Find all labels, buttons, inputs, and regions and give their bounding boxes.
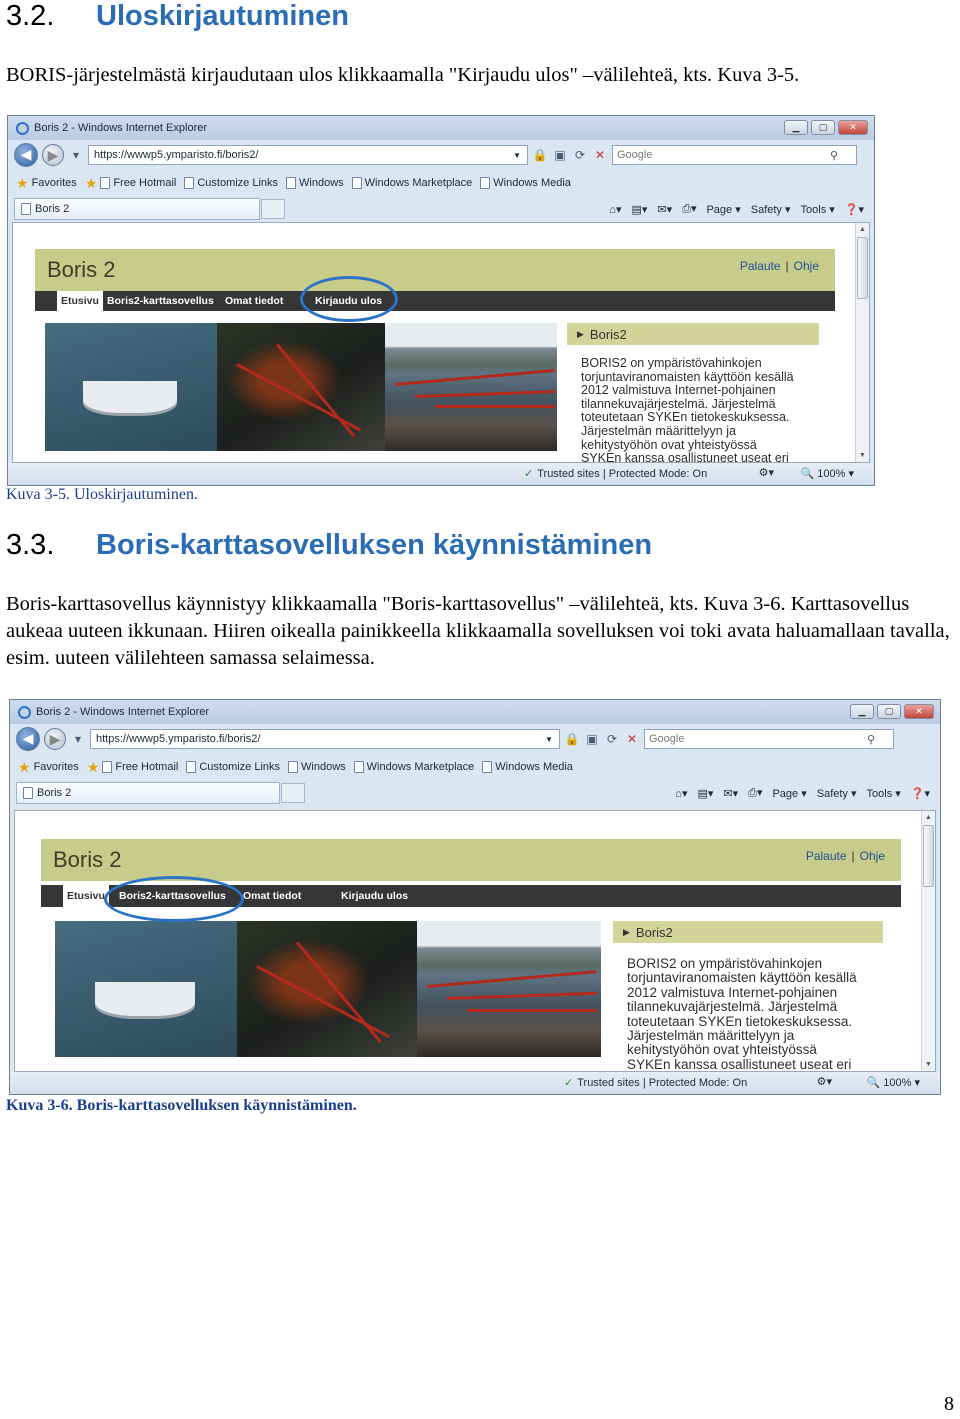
panel-line: torjuntaviranomaisten käyttöön kesällä (627, 970, 857, 986)
star-icon: ★ (16, 174, 29, 191)
command-bar (675, 786, 930, 800)
fav-label: Windows Media (495, 761, 573, 773)
security-zone[interactable] (564, 1076, 747, 1089)
page-content (14, 810, 936, 1072)
vertical-scrollbar[interactable] (921, 811, 935, 1071)
favorites-button[interactable] (18, 759, 79, 776)
page-icon (184, 177, 194, 189)
nav-map-app[interactable]: Boris2-karttasovellus (107, 295, 214, 307)
status-bar (8, 463, 874, 485)
home-icon[interactable]: ⌂▾ (609, 203, 622, 216)
panel-line: SYKEn kanssa osallistuneet useat eri (581, 451, 789, 463)
zoom-level[interactable]: 🔍 100% ▾ (866, 1077, 920, 1089)
feedback-link[interactable]: Palaute (805, 849, 847, 863)
status-text: Trusted sites | Protected Mode: On (537, 467, 708, 480)
scroll-up-icon[interactable]: ▲ (925, 814, 932, 821)
fav-label: Customize Links (197, 177, 279, 189)
panel-line: kehitystyöhön ovat yhteistyössä (581, 437, 757, 452)
panel-line: BORIS2 on ympäristövahinkojen (581, 356, 762, 370)
safety-menu[interactable]: Safety ▾ (750, 203, 791, 216)
paragraph-logout: BORIS-järjestelmästä kirjaudutaan ulos klikkaamalla "Kirjaudu ulos" –välilehteä, kts. Kuva 3-5. (6, 64, 800, 86)
vertical-scrollbar[interactable] (855, 223, 869, 462)
favorites-label: Favorites (33, 761, 79, 773)
forward-icon[interactable]: ▶ (44, 728, 66, 750)
maximize-icon[interactable]: ▢ (811, 120, 835, 135)
favorites-bar (10, 754, 940, 780)
nav-own-info[interactable]: Omat tiedot (243, 890, 302, 902)
info-panel (613, 921, 883, 1072)
paragraph-map-app: Boris-karttasovellus käynnistyy klikkaamalla "Boris-karttasovellus" –välilehteä, kts. Kuva 3-6. Karttasovellus aukeaa uuteen ikkunaan. Hiiren oikealla painikkeella klikkaamalla sovelluksen voi toki avata haluamallaan tavalla, esim. uuteen välilehteen samassa selaimessa. (6, 593, 950, 669)
photo-oil-boom-harbor (417, 921, 601, 1057)
tab-boris2[interactable] (14, 198, 260, 220)
window-titlebar (8, 116, 874, 140)
panel-line: Järjestelmän määrittelyyn ja (581, 423, 736, 438)
photo-oil-recovery-ship (55, 921, 237, 1057)
page-icon (480, 177, 490, 189)
help-icon[interactable]: ❓▾ (910, 787, 930, 800)
compat-view-icon[interactable]: ▣ (586, 732, 598, 746)
forward-icon[interactable]: ▶ (42, 144, 64, 166)
browser-window-screenshot (9, 699, 941, 1095)
boris-site (35, 249, 835, 463)
fav-windows[interactable] (288, 761, 346, 773)
search-input[interactable] (612, 145, 857, 165)
safety-menu-label: Safety (816, 787, 848, 800)
fav-customize-links[interactable] (184, 177, 278, 189)
scroll-down-icon[interactable]: ▼ (925, 1061, 932, 1068)
fav-windows[interactable] (286, 177, 344, 189)
chevron-down-icon[interactable]: ▼ (545, 734, 553, 744)
figure-caption-3-5: Kuva 3-5. Uloskirjautuminen. (6, 486, 198, 503)
settings-icon[interactable]: ⚙▾ (758, 467, 774, 479)
page-icon (352, 177, 362, 189)
feedback-link[interactable]: Palaute (739, 259, 781, 273)
page-menu[interactable]: Page ▾ (772, 787, 807, 800)
panel-line: BORIS2 on ympäristövahinkojen (627, 956, 823, 971)
mail-icon[interactable]: ✉▾ (657, 203, 673, 216)
home-icon[interactable]: ⌂▾ (675, 787, 688, 800)
settings-icon[interactable]: ⚙▾ (816, 1076, 832, 1088)
window-titlebar (10, 700, 940, 724)
nav-home[interactable]: Etusivu (57, 291, 103, 311)
address-row (8, 140, 874, 170)
photo-oil-boom-harbor (385, 323, 557, 451)
panel-line: toteutetaan SYKEn tietokeskuksessa. (627, 1013, 853, 1029)
panel-title: Boris2 (635, 924, 673, 940)
favorites-button[interactable] (16, 175, 77, 192)
fav-customize-links[interactable] (186, 761, 280, 773)
panel-line: Järjestelmän määrittelyyn ja (627, 1028, 795, 1044)
star-icon: ★ (18, 758, 31, 775)
section-heading-3-2 (6, 0, 349, 33)
page-menu-label: Page (706, 203, 733, 216)
fav-label: Windows Marketplace (366, 761, 475, 773)
url-text: https://wwwp5.ymparisto.fi/boris2/ (94, 149, 259, 161)
page-icon (482, 761, 492, 773)
site-title: Boris 2 (47, 257, 116, 282)
section-title: Uloskirjautuminen (96, 0, 349, 32)
info-panel-header (613, 921, 883, 943)
scroll-thumb[interactable] (857, 237, 868, 299)
fav-windows-marketplace[interactable] (354, 761, 475, 773)
fav-label: Windows Media (493, 177, 571, 189)
section-number: 3.3. (6, 529, 55, 561)
page-menu-label: Page (772, 787, 799, 800)
scroll-thumb[interactable] (923, 825, 934, 887)
close-icon[interactable]: ✕ (838, 120, 868, 135)
feeds-icon[interactable]: ▤▾ (631, 203, 648, 216)
lock-icon[interactable]: 🔒 (532, 148, 548, 162)
separator: | (785, 259, 789, 273)
tab-label: Boris 2 (37, 787, 72, 799)
search-provider-label: Google (617, 149, 653, 161)
help-link[interactable]: Ohje (793, 259, 819, 273)
back-icon[interactable]: ◀ (14, 143, 38, 167)
security-zone[interactable] (524, 467, 707, 480)
maximize-icon[interactable]: ▢ (877, 704, 901, 719)
search-icon[interactable]: ⚲ (866, 733, 875, 746)
nav-logout[interactable]: Kirjaudu ulos (341, 890, 409, 902)
panel-line: 2012 valmistuva Internet-pohjainen (627, 984, 838, 1000)
nav-home[interactable]: Etusivu (63, 885, 109, 907)
favorites-bar (8, 170, 874, 196)
add-favorite-icon: ★ (86, 758, 100, 775)
address-bar[interactable] (88, 145, 528, 165)
info-panel-header (567, 323, 819, 345)
triangle-right-icon: ▶ (623, 926, 630, 937)
window-controls (784, 120, 868, 135)
panel-line: torjuntaviranomaisten käyttöön kesällä (581, 369, 794, 384)
page-number: 8 (944, 1393, 954, 1415)
fav-label: Free Hotmail (113, 177, 177, 189)
fav-free-hotmail[interactable] (87, 759, 179, 776)
panel-title: Boris2 (589, 326, 627, 342)
info-panel (567, 323, 819, 463)
page-menu[interactable]: Page ▾ (706, 203, 741, 216)
command-bar (609, 202, 864, 216)
panel-line: toteutetaan SYKEn tietokeskuksessa. (581, 410, 790, 425)
fav-windows-media[interactable] (480, 177, 571, 189)
url-text: https://wwwp5.ymparisto.fi/boris2/ (96, 733, 261, 745)
tools-menu-label: Tools (800, 203, 827, 216)
check-icon: ✓ (524, 468, 534, 480)
help-icon[interactable]: ❓▾ (844, 203, 864, 216)
help-link[interactable]: Ohje (859, 849, 885, 863)
figure-caption-3-6: Kuva 3-6. Boris-karttasovelluksen käynnistäminen. (6, 1097, 357, 1114)
panel-line: 2012 valmistuva Internet-pohjainen (581, 383, 776, 398)
page-icon (100, 177, 110, 189)
nav-map-app[interactable]: Boris2-karttasovellus (119, 890, 226, 902)
site-title: Boris 2 (53, 847, 122, 872)
fav-free-hotmail[interactable] (85, 175, 177, 192)
page-icon (354, 761, 364, 773)
chevron-down-icon[interactable]: ▾ (74, 732, 82, 746)
page-icon (23, 787, 33, 799)
highlight-circle-logout (300, 276, 398, 322)
chevron-down-icon[interactable]: ▾ (72, 148, 80, 162)
panel-line: tilannekuvajärjestelmä. Järjestelmä (581, 396, 776, 411)
fav-label: Customize Links (199, 761, 281, 773)
section-heading-3-3 (6, 529, 652, 562)
ie-logo-icon (16, 122, 29, 135)
tools-menu[interactable]: Tools ▾ (866, 787, 901, 800)
panel-line: kehitystyöhön ovat yhteistyössä (627, 1042, 817, 1058)
nav-logout[interactable]: Kirjaudu ulos (315, 295, 383, 307)
zoom-value: 100% (817, 468, 846, 480)
zoom-icon: 🔍 (800, 468, 815, 480)
safety-menu-label: Safety (750, 203, 782, 216)
minimize-icon[interactable]: ▁ (784, 120, 808, 135)
zoom-icon: 🔍 (866, 1077, 881, 1089)
panel-line: tilannekuvajärjestelmä. Järjestelmä (627, 999, 838, 1015)
browser-window-screenshot (7, 115, 875, 486)
window-title: Boris 2 - Windows Internet Explorer (34, 122, 208, 134)
new-tab-button[interactable] (281, 783, 305, 803)
site-header (41, 839, 901, 881)
fav-label: Windows (301, 761, 346, 773)
site-header (35, 249, 835, 291)
fav-label: Windows (299, 177, 344, 189)
search-provider-label: Google (649, 733, 685, 745)
boris-site (41, 839, 901, 1072)
mail-icon[interactable]: ✉▾ (723, 787, 739, 800)
fav-label: Windows Marketplace (364, 177, 473, 189)
tools-menu[interactable]: Tools ▾ (800, 203, 835, 216)
scroll-up-icon[interactable]: ▲ (859, 226, 866, 233)
info-panel-text (581, 357, 809, 463)
check-icon: ✓ (564, 1077, 574, 1089)
photo-oil-spill-aerial (217, 323, 385, 451)
scroll-down-icon[interactable]: ▼ (859, 452, 866, 459)
page-icon (286, 177, 296, 189)
lock-icon[interactable]: 🔒 (564, 732, 580, 746)
page-content (12, 222, 870, 463)
search-input[interactable] (644, 729, 894, 749)
minimize-icon[interactable]: ▁ (850, 704, 874, 719)
search-icon[interactable]: ⚲ (829, 149, 838, 162)
refresh-icon[interactable]: ⟳ (606, 732, 618, 746)
print-icon[interactable]: ⎙▾ (682, 203, 697, 215)
new-tab-button[interactable] (261, 199, 285, 219)
stop-icon[interactable]: ✕ (594, 148, 606, 162)
fav-windows-marketplace[interactable] (352, 177, 473, 189)
window-controls (850, 704, 934, 719)
triangle-right-icon: ▶ (577, 328, 584, 339)
info-panel-text (627, 957, 873, 1072)
chevron-down-icon[interactable]: ▼ (513, 150, 521, 160)
feeds-icon[interactable]: ▤▾ (697, 787, 714, 800)
tab-label: Boris 2 (35, 203, 70, 215)
section-title: Boris-karttasovelluksen käynnistäminen (96, 529, 653, 561)
status-bar (10, 1072, 940, 1094)
favorites-label: Favorites (31, 177, 77, 189)
section-number: 3.2. (6, 0, 55, 32)
tab-boris2[interactable] (16, 782, 280, 804)
refresh-icon[interactable]: ⟳ (574, 148, 586, 162)
page-icon (288, 761, 298, 773)
fav-windows-media[interactable] (482, 761, 573, 773)
address-row (10, 724, 940, 754)
tools-menu-label: Tools (866, 787, 893, 800)
status-text: Trusted sites | Protected Mode: On (577, 1076, 748, 1089)
address-bar[interactable] (90, 729, 560, 749)
ie-logo-icon (18, 706, 31, 719)
safety-menu[interactable]: Safety ▾ (816, 787, 857, 800)
header-links (806, 849, 885, 863)
back-icon[interactable]: ◀ (16, 727, 40, 751)
panel-line: SYKEn kanssa osallistuneet useat eri (627, 1056, 852, 1072)
photo-oil-recovery-ship (45, 323, 217, 451)
page-icon (102, 761, 112, 773)
site-nav (35, 291, 835, 311)
photo-oil-spill-aerial (237, 921, 417, 1057)
zoom-value: 100% (883, 1077, 912, 1089)
stop-icon[interactable]: ✕ (626, 732, 638, 746)
nav-own-info[interactable]: Omat tiedot (225, 295, 284, 307)
page-icon (21, 203, 31, 215)
highlight-circle-map-app (104, 876, 244, 922)
compat-view-icon[interactable]: ▣ (554, 148, 566, 162)
separator: | (851, 849, 855, 863)
page-icon (186, 761, 196, 773)
window-title: Boris 2 - Windows Internet Explorer (36, 706, 210, 718)
close-icon[interactable]: ✕ (904, 704, 934, 719)
add-favorite-icon: ★ (84, 174, 98, 191)
header-links (740, 259, 819, 273)
fav-label: Free Hotmail (115, 761, 179, 773)
print-icon[interactable]: ⎙▾ (748, 787, 763, 799)
zoom-level[interactable]: 🔍 100% ▾ (800, 468, 854, 480)
